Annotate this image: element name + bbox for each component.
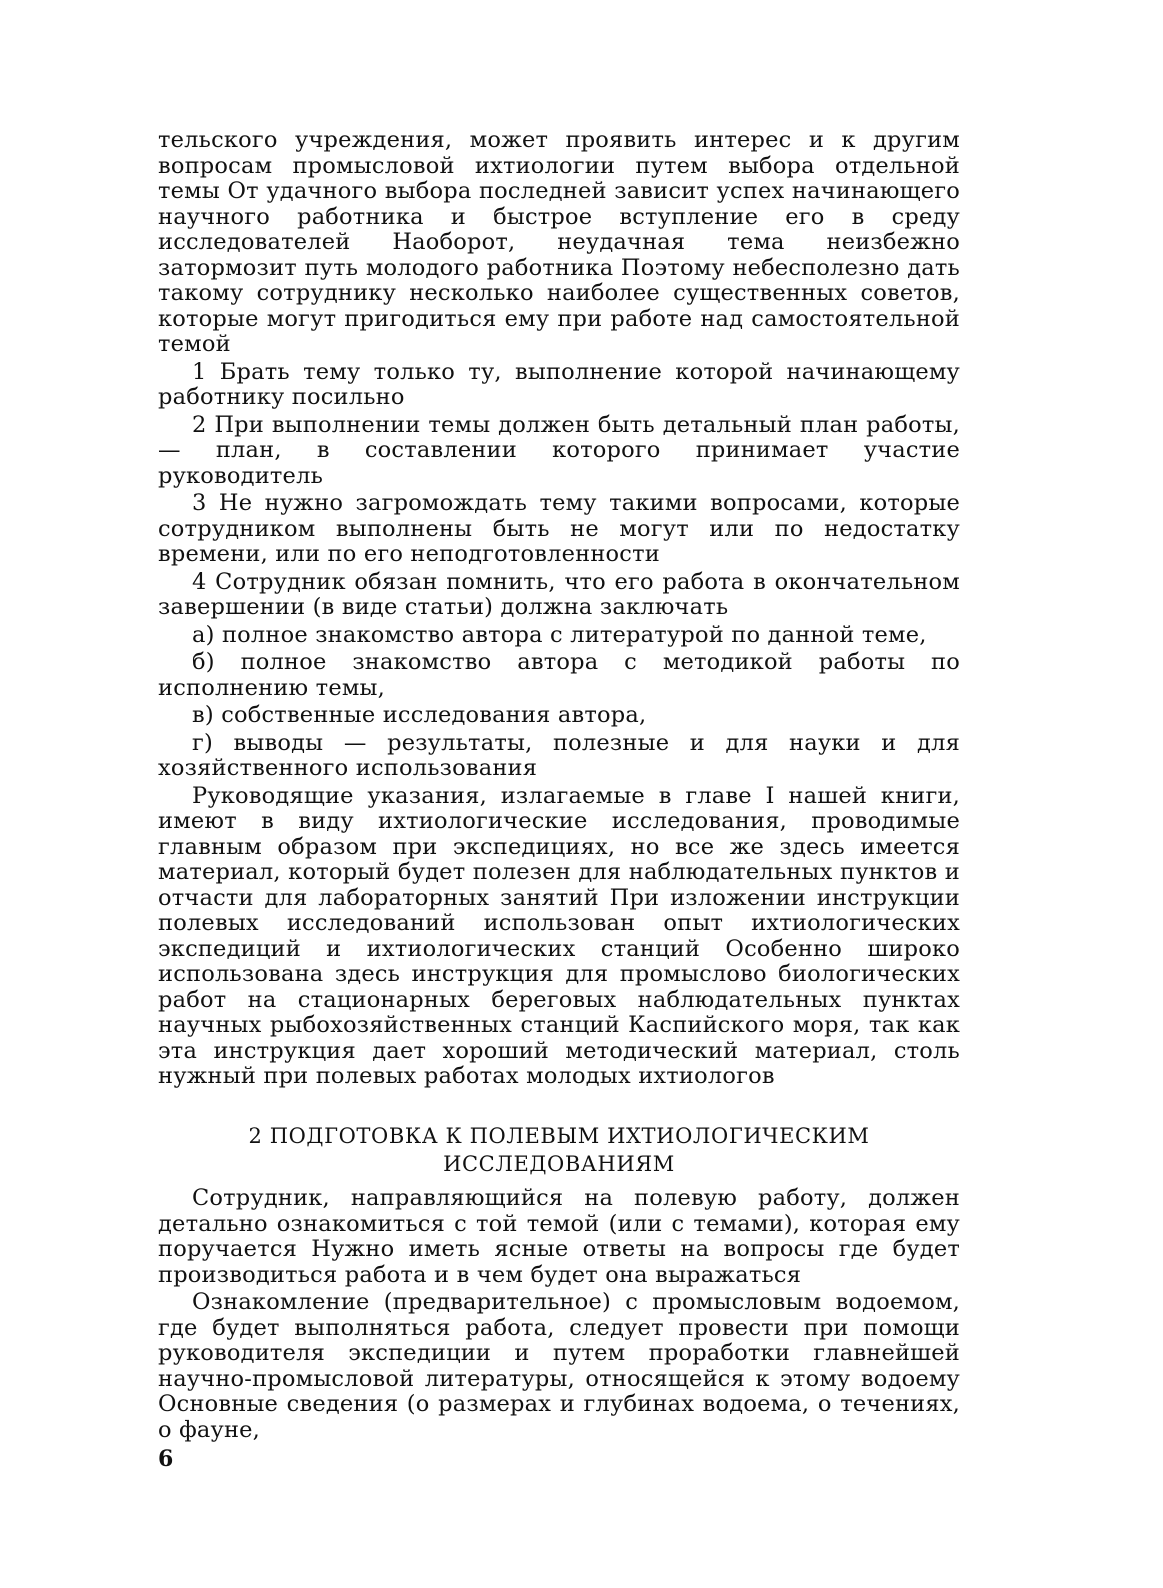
- paragraph-advice-3: 3 Не нужно загромождать тему такими вопросами, которые сотрудником выполнены быть не могут или по недостатку времени, или по его неподготовленности: [158, 490, 960, 567]
- body-text-top: [158, 128, 960, 1090]
- list-item-a: а) полное знакомство автора с литературой по данной теме,: [192, 621, 927, 648]
- paragraph-advice-4: 4 Сотрудник обязан помнить, что его работа в окончательном завершении (в виде статьи) должна заключать: [158, 568, 960, 620]
- paragraph-advice-2: 2 При выполнении темы должен быть детальный план работы, — план, в составлении которого принимает участие руководитель: [158, 411, 960, 489]
- page-number: 6: [158, 1446, 174, 1472]
- body-text-section: [158, 1186, 960, 1443]
- list-item-g: г) выводы — результаты, полезные и для науки и для хозяйственного использования: [158, 729, 960, 781]
- paragraph-section-1: Сотрудник, направляющийся на полевую работу, должен детально ознакомиться с той темой (или с темами), которая ему поручается Нужно иметь ясные ответы на вопросы где будет производиться работа и в чем будет она выражаться: [158, 1185, 960, 1288]
- section-heading: [158, 1122, 960, 1178]
- section-heading-line-1: 2 ПОДГОТОВКА К ПОЛЕВЫМ ИХТИОЛОГИЧЕСКИМ: [248, 1124, 870, 1148]
- list-item-b: б) полное знакомство автора с методикой работы по исполнению темы,: [158, 649, 960, 701]
- section-heading-line-2: ИССЛЕДОВАНИЯМ: [443, 1152, 675, 1176]
- paragraph-intro: тельского учреждения, может проявить интерес и к другим вопросам промысловой ихтиологии путем выбора отдельной темы От удачного выбора последней зависит успех начинающего научного работника и быстрое вступление его в среду исследователей Наоборот, неудачная тема неизбежно затормозит путь молодого работника Поэтому небесполезно дать такому сотруднику несколько наиболее существенных советов, которые могут пригодиться ему при работе над самостоятельной темой: [158, 127, 960, 357]
- paragraph-section-2: Ознакомление (предварительное) с промысловым водоемом, где будет выполняться работа, следует провести при помощи руководителя экспедиции и путем проработки главнейшей научно-промысловой литературы, относящейся к этому водоему Основные сведения (о размерах и глубинах водоема, о течениях, о фауне,: [158, 1289, 960, 1443]
- paragraph-advice-1: 1 Брать тему только ту, выполнение которой начинающему работнику посильно: [158, 358, 960, 410]
- list-item-v: в) собственные исследования автора,: [192, 702, 647, 728]
- paragraph-guidance: Руководящие указания, излагаемые в главе I нашей книги, имеют в виду ихтиологические исследования, проводимые главным образом при экспедициях, но все же здесь имеется материал, который будет полезен для наблюдательных пунктов и отчасти для лабораторных занятий При изложении инструкции полевых исследований использован опыт ихтиологических экспедиций и ихтиологических станций Особенно широко использована здесь инструкция для промыслово биологических работ на стационарных береговых наблюдательных пунктах научных рыбохозяйственных станций Каспийского моря, так как эта инструкция дает хороший методический материал, столь нужный при полевых работах молодых ихтиологов: [158, 782, 960, 1089]
